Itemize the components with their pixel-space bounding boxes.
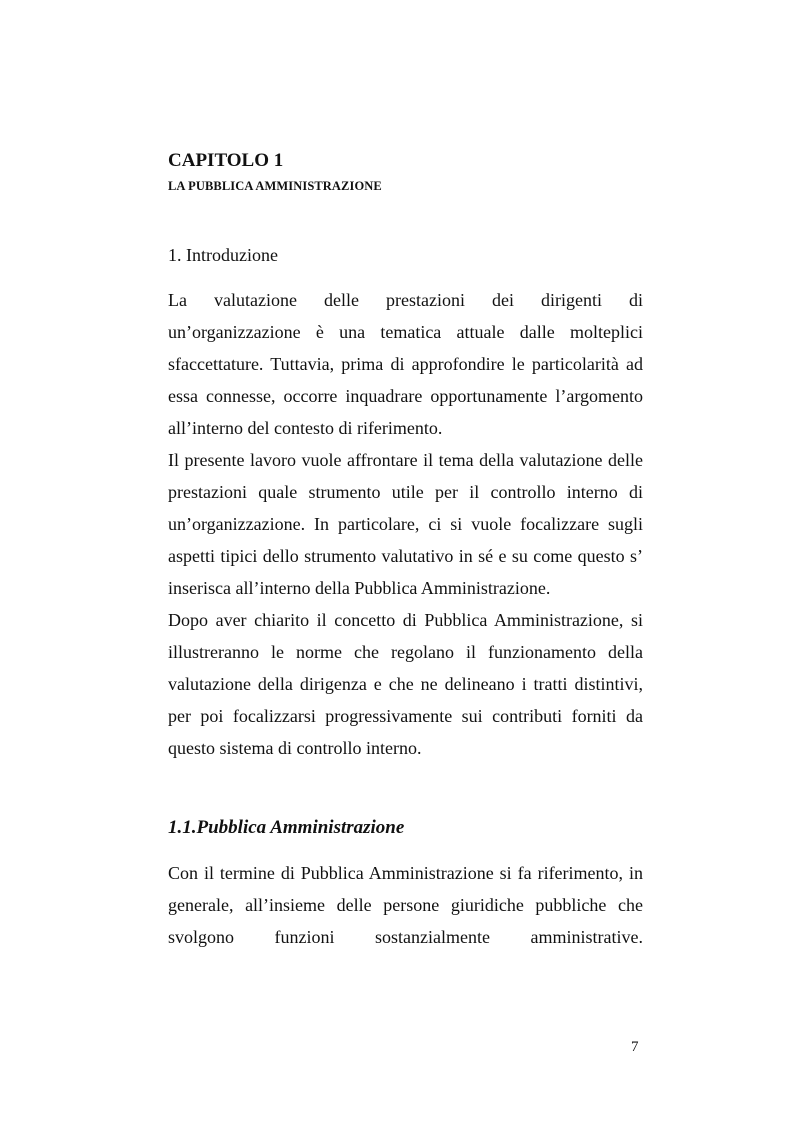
section-heading-introduzione: 1. Introduzione [168, 245, 278, 265]
chapter-title: CAPITOLO 1 [168, 150, 284, 171]
paragraph: Dopo aver chiarito il concetto di Pubblica Amministrazione, si illustreranno le norme che regolano il funzionamento della valutazione della dirigenza e che ne delineano i tratti distintivi, per poi focalizzarsi progressivamente sui contributi forniti da questo sistema di controllo interno. [168, 610, 643, 758]
pubblica-amministrazione-body [168, 857, 643, 953]
paragraph: Con il termine di Pubblica Amministrazione si fa riferimento, in generale, all’insieme delle persone giuridiche pubbliche che svolgono funzioni sostanzialmente amministrative. [168, 863, 643, 947]
page-number: 7 [631, 1039, 639, 1055]
introduction-body [168, 284, 643, 764]
chapter-subtitle: LA PUBBLICA AMMINISTRAZIONE [168, 179, 382, 193]
paragraph: La valutazione delle prestazioni dei dirigenti di un’organizzazione è una tematica attuale dalle molteplici sfaccettature. Tuttavia, prima di approfondire le particolarità ad essa connesse, occorre inquadrare opportunamente l’argomento all’interno del contesto di riferimento. [168, 290, 643, 438]
paragraph: Il presente lavoro vuole affrontare il tema della valutazione delle prestazioni quale strumento utile per il controllo interno di un’organizzazione. In particolare, ci si vuole focalizzare sugli aspetti tipici dello strumento valutativo in sé e su come questo s’ inserisca all’interno della Pubblica Amministrazione. [168, 450, 643, 598]
section-heading-pubblica-amministrazione: 1.1.Pubblica Amministrazione [168, 817, 405, 838]
